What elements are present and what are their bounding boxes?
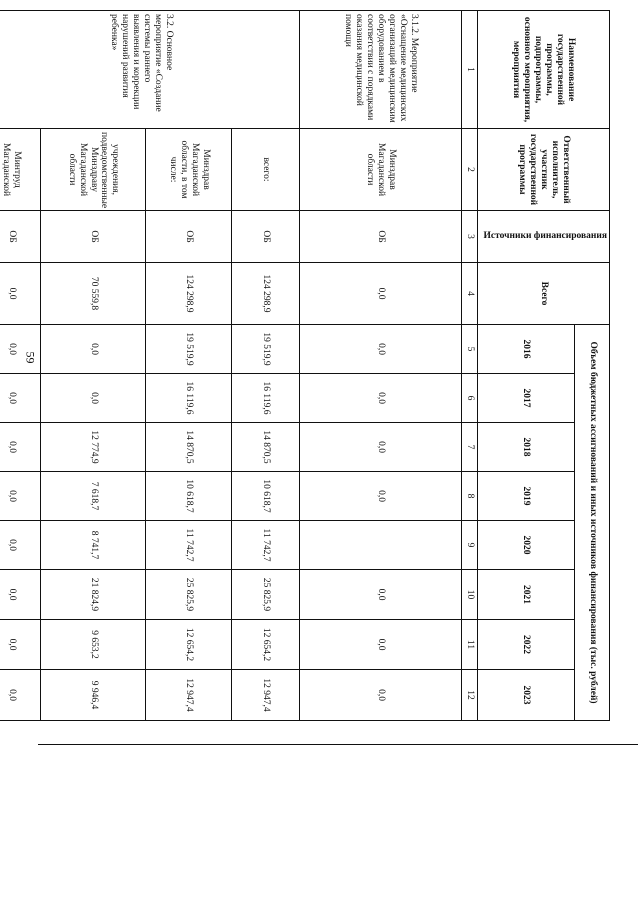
header-year: 2018: [477, 423, 575, 472]
column-number-row: [461, 11, 477, 721]
header-year: 2023: [477, 670, 575, 721]
col-number: 4: [461, 263, 477, 325]
col-number: 12: [461, 670, 477, 721]
row-value: 0,0: [0, 521, 40, 570]
col-number: 2: [461, 129, 477, 211]
col-number: 10: [461, 570, 477, 620]
header-volume: Объем бюджетных ассигнований и иных источников финансирования (тыс. рублей): [575, 325, 610, 721]
row-value: 0,0: [0, 423, 40, 472]
row-source: ОБ: [300, 211, 461, 263]
row-value: 0,0: [40, 374, 146, 423]
col-number: 5: [461, 325, 477, 374]
col-number: 1: [461, 11, 477, 129]
page-divider-line: [38, 744, 638, 745]
row-responsible: всего:: [232, 129, 300, 211]
row-name: 3.1.2. Мероприятие «Оснащение медицинских организаций медицинским оборудованием в соответствии с порядками оказания медицинской помощи: [300, 11, 461, 129]
row-source: ОБ: [146, 211, 232, 263]
row-value: 25 825,9: [232, 570, 300, 620]
header-year: 2022: [477, 620, 575, 670]
row-source: ОБ: [0, 211, 40, 263]
header-year: 2021: [477, 570, 575, 620]
header-row-1: [575, 11, 610, 721]
row-value: 16 119,6: [146, 374, 232, 423]
row-value: 12 654,2: [232, 620, 300, 670]
col-number: 11: [461, 620, 477, 670]
header-responsible: Ответственный исполнитель, участник государственной программы: [477, 129, 609, 211]
row-total: 124 298,9: [146, 263, 232, 325]
row-value: 0,0: [0, 570, 40, 620]
row-value: 0,0: [300, 472, 461, 521]
rotated-page-area: [1, 10, 610, 720]
col-number: 7: [461, 423, 477, 472]
table-row: [232, 11, 300, 721]
row-value: 0,0: [0, 670, 40, 721]
header-year: 2016: [477, 325, 575, 374]
row-responsible: учреждения, подведомственные Минздраву Магаданской области: [40, 129, 146, 211]
header-source: [477, 211, 609, 263]
header-source-text: Источники финансирования: [483, 231, 607, 242]
row-value: 11 742,7: [146, 521, 232, 570]
row-responsible: Минтруд Магаданской: [0, 129, 40, 211]
row-value: 0,0: [40, 325, 146, 374]
row-value: 0,0: [300, 325, 461, 374]
table-row: [300, 11, 461, 721]
col-number: 3: [461, 211, 477, 263]
row-value: 0,0: [0, 374, 40, 423]
row-value: 9 653,2: [40, 620, 146, 670]
row-value: 10 618,7: [232, 472, 300, 521]
col-number: 6: [461, 374, 477, 423]
row-responsible: Минздрав Магаданской области, в том числе:: [146, 129, 232, 211]
row-value: 14 870,5: [232, 423, 300, 472]
row-responsible: Минздрав Магаданской области: [300, 129, 461, 211]
row-source: ОБ: [40, 211, 146, 263]
row-value: 14 870,5: [146, 423, 232, 472]
row-value: 0,0: [300, 670, 461, 721]
row-value: 12 654,2: [146, 620, 232, 670]
row-value: 16 119,6: [232, 374, 300, 423]
budget-table: [0, 10, 610, 721]
row-value: 12 774,9: [40, 423, 146, 472]
row-value: 19 519,9: [146, 325, 232, 374]
col-number: 8: [461, 472, 477, 521]
row-value: 7 618,7: [40, 472, 146, 521]
row-total: 124 298,9: [232, 263, 300, 325]
row-value: 0,0: [300, 374, 461, 423]
row-value: 21 824,9: [40, 570, 146, 620]
row-total: 0,0: [0, 263, 40, 325]
header-total: Всего: [477, 263, 609, 325]
row-value: 19 519,9: [232, 325, 300, 374]
row-value: 25 825,9: [146, 570, 232, 620]
row-value: 8 741,7: [40, 521, 146, 570]
row-value: 12 947,4: [232, 670, 300, 721]
header-name: Наименование государственной программы, подпрограммы, основного мероприятия, мероприятия: [477, 11, 609, 129]
row-source: ОБ: [232, 211, 300, 263]
header-year: 2020: [477, 521, 575, 570]
row-value: 0,0: [0, 472, 40, 521]
row-total: 0,0: [300, 263, 461, 325]
row-value: 0,0: [300, 570, 461, 620]
row-value: 10 618,7: [146, 472, 232, 521]
row-value: [300, 521, 461, 570]
row-value: 11 742,7: [232, 521, 300, 570]
table-rotator: [1, 10, 610, 720]
page-number: 59: [23, 351, 38, 364]
row-value: 0,0: [300, 620, 461, 670]
row-total: 70 559,8: [40, 263, 146, 325]
row-value: 0,0: [0, 620, 40, 670]
row-value: 9 946,4: [40, 670, 146, 721]
header-year: 2017: [477, 374, 575, 423]
row-value: 12 947,4: [146, 670, 232, 721]
row-value: 0,0: [300, 423, 461, 472]
row-value: 0,0: [0, 325, 40, 374]
row-name: 3.2. Основное мероприятие «Создание системы раннего выявления и коррекции нарушений развития ребенка»: [0, 11, 300, 129]
header-year: 2019: [477, 472, 575, 521]
col-number: 9: [461, 521, 477, 570]
